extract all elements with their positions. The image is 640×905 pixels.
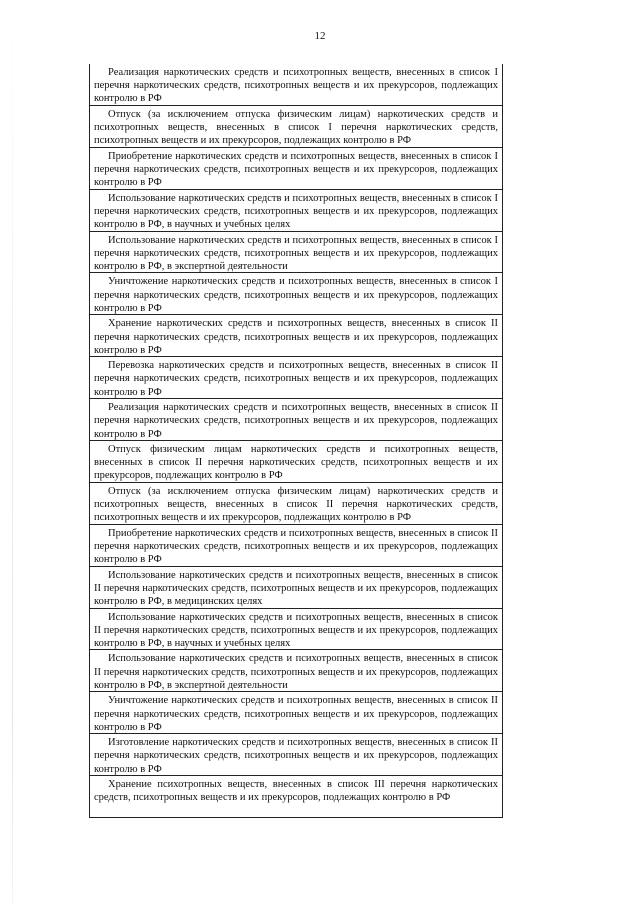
table-row: Использование наркотических средств и психотропных веществ, внесенных в список II перечня наркотических средств, психотропных веществ и их прекурсоров, подлежащих контролю в РФ, в экспертной деятельности [90, 650, 502, 692]
table-row: Хранение психотропных веществ, внесенных в список III перечня наркотических средств, психотропных веществ и их прекурсоров, подлежащих контролю в РФ [90, 776, 502, 818]
table-row: Отпуск (за исключением отпуска физическим лицам) наркотических средств и психотропных веществ, внесенных в список II перечня наркотических средств, психотропных веществ и их прекурсоров, подлежащих контролю в РФ [90, 483, 502, 525]
table-row: Использование наркотических средств и психотропных веществ, внесенных в список I перечня наркотических средств, психотропных веществ и их прекурсоров, подлежащих контролю в РФ, в научных и учебных целях [90, 190, 502, 232]
scan-edge-shadow [12, 0, 13, 905]
table-row: Реализация наркотических средств и психотропных веществ, внесенных в список II перечня наркотических средств, психотропных веществ и их прекурсоров, подлежащих контролю в РФ [90, 399, 502, 441]
table-row: Уничтожение наркотических средств и психотропных веществ, внесенных в список II перечня наркотических средств, психотропных веществ и их прекурсоров, подлежащих контролю в РФ [90, 692, 502, 734]
table-row: Хранение наркотических средств и психотропных веществ, внесенных в список II перечня наркотических средств, психотропных веществ и их прекурсоров, подлежащих контролю в РФ [90, 315, 502, 357]
table-row: Отпуск (за исключением отпуска физическим лицам) наркотических средств и психотропных веществ, внесенных в список I перечня наркотических средств, психотропных веществ и их прекурсоров, подлежащих контролю в РФ [90, 106, 502, 148]
table-row: Приобретение наркотических средств и психотропных веществ, внесенных в список II перечня наркотических средств, психотропных веществ и их прекурсоров, подлежащих контролю в РФ [90, 525, 502, 567]
table-row: Использование наркотических средств и психотропных веществ, внесенных в список I перечня наркотических средств, психотропных веществ и их прекурсоров, подлежащих контролю в РФ, в экспертной деятельности [90, 232, 502, 274]
table-row: Изготовление наркотических средств и психотропных веществ, внесенных в список II перечня наркотических средств, психотропных веществ и их прекурсоров, подлежащих контролю в РФ [90, 734, 502, 776]
page-number: 12 [314, 30, 326, 42]
table-row: Перевозка наркотических средств и психотропных веществ, внесенных в список II перечня наркотических средств, психотропных веществ и их прекурсоров, подлежащих контролю в РФ [90, 357, 502, 399]
activities-table [89, 64, 503, 818]
table-row: Использование наркотических средств и психотропных веществ, внесенных в список II перечня наркотических средств, психотропных веществ и их прекурсоров, подлежащих контролю в РФ, в научных и учебных целях [90, 609, 502, 651]
table-row: Реализация наркотических средств и психотропных веществ, внесенных в список I перечня наркотических средств, психотропных веществ и их прекурсоров, подлежащих контролю в РФ [90, 64, 502, 106]
table-row: Приобретение наркотических средств и психотропных веществ, внесенных в список I перечня наркотических средств, психотропных веществ и их прекурсоров, подлежащих контролю в РФ [90, 148, 502, 190]
table-row: Использование наркотических средств и психотропных веществ, внесенных в список II перечня наркотических средств, психотропных веществ и их прекурсоров, подлежащих контролю в РФ, в медицинских целях [90, 567, 502, 609]
table-row: Отпуск физическим лицам наркотических средств и психотропных веществ, внесенных в список II перечня наркотических средств, психотропных веществ и их прекурсоров, подлежащих контролю в РФ [90, 441, 502, 483]
table-row: Уничтожение наркотических средств и психотропных веществ, внесенных в список I перечня наркотических средств, психотропных веществ и их прекурсоров, подлежащих контролю в РФ [90, 273, 502, 315]
